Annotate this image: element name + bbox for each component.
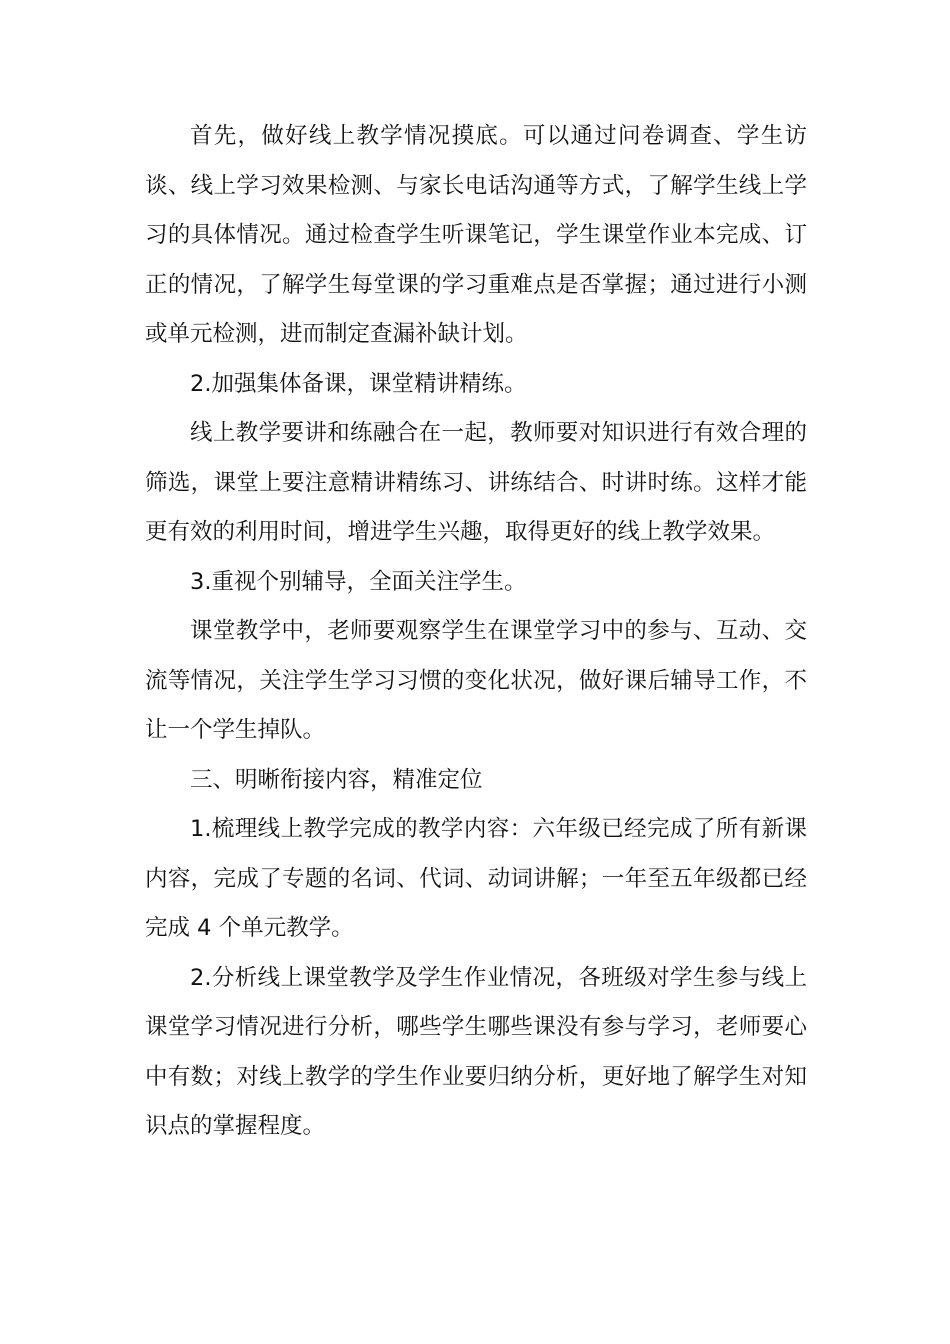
paragraph-lecture-practice: 线上教学要讲和练融合在一起，教师要对知识进行有效合理的筛选，课堂上要注意精讲精练习、讲练结合、时讲时练。这样才能更有效的利用时间，增进学生兴趣，取得更好的线上教学效果。 <box>145 420 807 545</box>
paragraph-heading-individual-tutoring: 3.重视个别辅导，全面关注学生。 <box>190 568 527 595</box>
paragraph-heading-collective-lesson-prep: 2.加强集体备课，课堂精讲精练。 <box>190 370 527 397</box>
paragraph-homework-analysis: 2.分析线上课堂教学及学生作业情况，各班级对学生参与线上课堂学习情况进行分析，哪些学生哪些课没有参与学习，老师要心中有数；对线上教学的学生作业要归纳分析，更好地了解学生对知识点的掌握程度。 <box>145 964 807 1139</box>
paragraph-section-heading-content-alignment: 三、明晰衔接内容，精准定位 <box>190 766 483 793</box>
paragraph-classroom-observation: 课堂教学中，老师要观察学生在课堂学习中的参与、互动、交流等情况，关注学生学习习惯的变化状况，做好课后辅导工作，不让一个学生掉队。 <box>145 618 807 743</box>
paragraph-teaching-content-review: 1.梳理线上教学完成的教学内容：六年级已经完成了所有新课内容，完成了专题的名词、代词、动词讲解；一年至五年级都已经完成 4 个单元教学。 <box>145 816 807 941</box>
paragraph-baseline-survey: 首先，做好线上教学情况摸底。可以通过问卷调查、学生访谈、线上学习效果检测、与家长电话沟通等方式，了解学生线上学习的具体情况。通过检查学生听课笔记，学生课堂作业本完成、订正的情况，了解学生每堂课的学习重难点是否掌握；通过进行小测或单元检测，进而制定查漏补缺计划。 <box>145 123 807 347</box>
document-body <box>145 112 807 1152</box>
